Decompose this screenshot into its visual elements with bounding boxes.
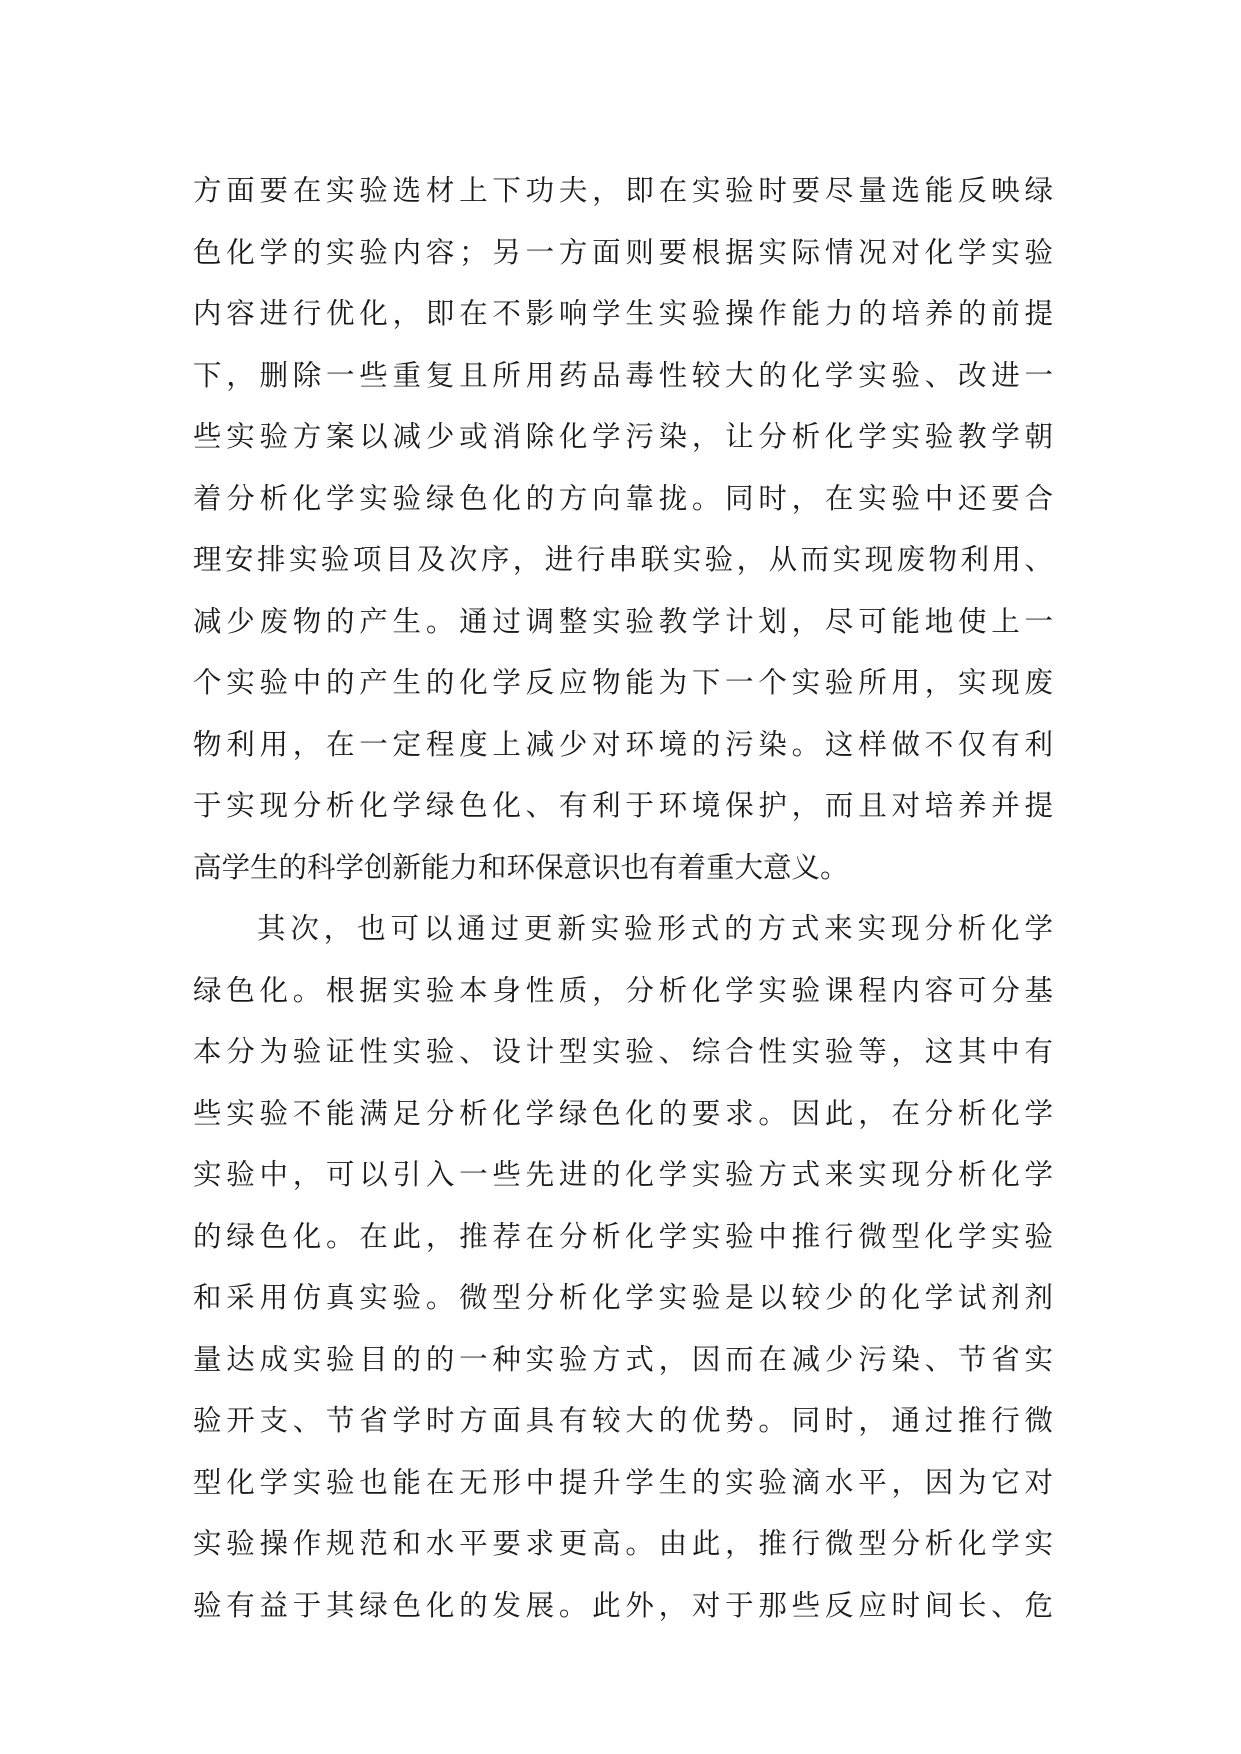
paragraph-1-line-2: 色化学的实验内容；另一方面则要根据实际情况对化学实验 bbox=[193, 235, 1053, 269]
paragraph-2-line-1: 其次，也可以通过更新实验形式的方式来实现分析化学 bbox=[257, 912, 1053, 945]
paragraph-1-line-7: 理安排实验项目及次序，进行串联实验，从而实现废物利用、 bbox=[193, 543, 1053, 576]
paragraph-1-line-8: 减少废物的产生。通过调整实验教学计划，尽可能地使上一 bbox=[193, 604, 1053, 638]
body-text bbox=[193, 160, 1053, 1636]
paragraph-2-line-9: 验开支、节省学时方面具有较大的优势。同时，通过推行微 bbox=[193, 1404, 1053, 1437]
paragraph-1-line-5: 些实验方案以减少或消除化学污染，让分析化学实验教学朝 bbox=[193, 420, 1053, 453]
paragraph-1-line-12: 高学生的科学创新能力和环保意识也有着重大意义。 bbox=[193, 850, 849, 884]
paragraph-2-line-7: 和采用仿真实验。微型分析化学实验是以较少的化学试剂剂 bbox=[193, 1281, 1053, 1314]
paragraph-2-line-6: 的绿色化。在此，推荐在分析化学实验中推行微型化学实验 bbox=[193, 1219, 1053, 1253]
paragraph-1-line-10: 物利用，在一定程度上减少对环境的污染。这样做不仅有利 bbox=[193, 727, 1053, 761]
paragraph-1-line-1: 方面要在实验选材上下功夫，即在实验时要尽量选能反映绿 bbox=[193, 174, 1053, 207]
paragraph-1-line-4: 下，删除一些重复且所用药品毒性较大的化学实验、改进一 bbox=[193, 358, 1053, 392]
paragraph-1-line-11: 于实现分析化学绿色化、有利于环境保护，而且对培养并提 bbox=[193, 789, 1053, 822]
paragraph-2-line-2: 绿色化。根据实验本身性质，分析化学实验课程内容可分基 bbox=[193, 973, 1053, 1007]
paragraph-2-line-5: 实验中，可以引入一些先进的化学实验方式来实现分析化学 bbox=[193, 1158, 1053, 1191]
paragraph-2-line-8: 量达成实验目的的一种实验方式，因而在减少污染、节省实 bbox=[193, 1342, 1053, 1376]
paragraph-2-line-11: 实验操作规范和水平要求更高。由此，推行微型分析化学实 bbox=[193, 1527, 1053, 1560]
paragraph-2-line-3: 本分为验证性实验、设计型实验、综合性实验等，这其中有 bbox=[193, 1035, 1053, 1068]
paragraph-2-line-10: 型化学实验也能在无形中提升学生的实验滴水平，因为它对 bbox=[193, 1465, 1053, 1499]
paragraph-2-line-12: 验有益于其绿色化的发展。此外，对于那些反应时间长、危 bbox=[193, 1588, 1053, 1622]
paragraph-1-line-3: 内容进行优化，即在不影响学生实验操作能力的培养的前提 bbox=[193, 297, 1053, 330]
paragraph-1-line-9: 个实验中的产生的化学反应物能为下一个实验所用，实现废 bbox=[193, 666, 1053, 699]
paragraph-1-line-6: 着分析化学实验绿色化的方向靠拢。同时，在实验中还要合 bbox=[193, 481, 1053, 515]
paragraph-2-line-4: 些实验不能满足分析化学绿色化的要求。因此，在分析化学 bbox=[193, 1096, 1053, 1130]
